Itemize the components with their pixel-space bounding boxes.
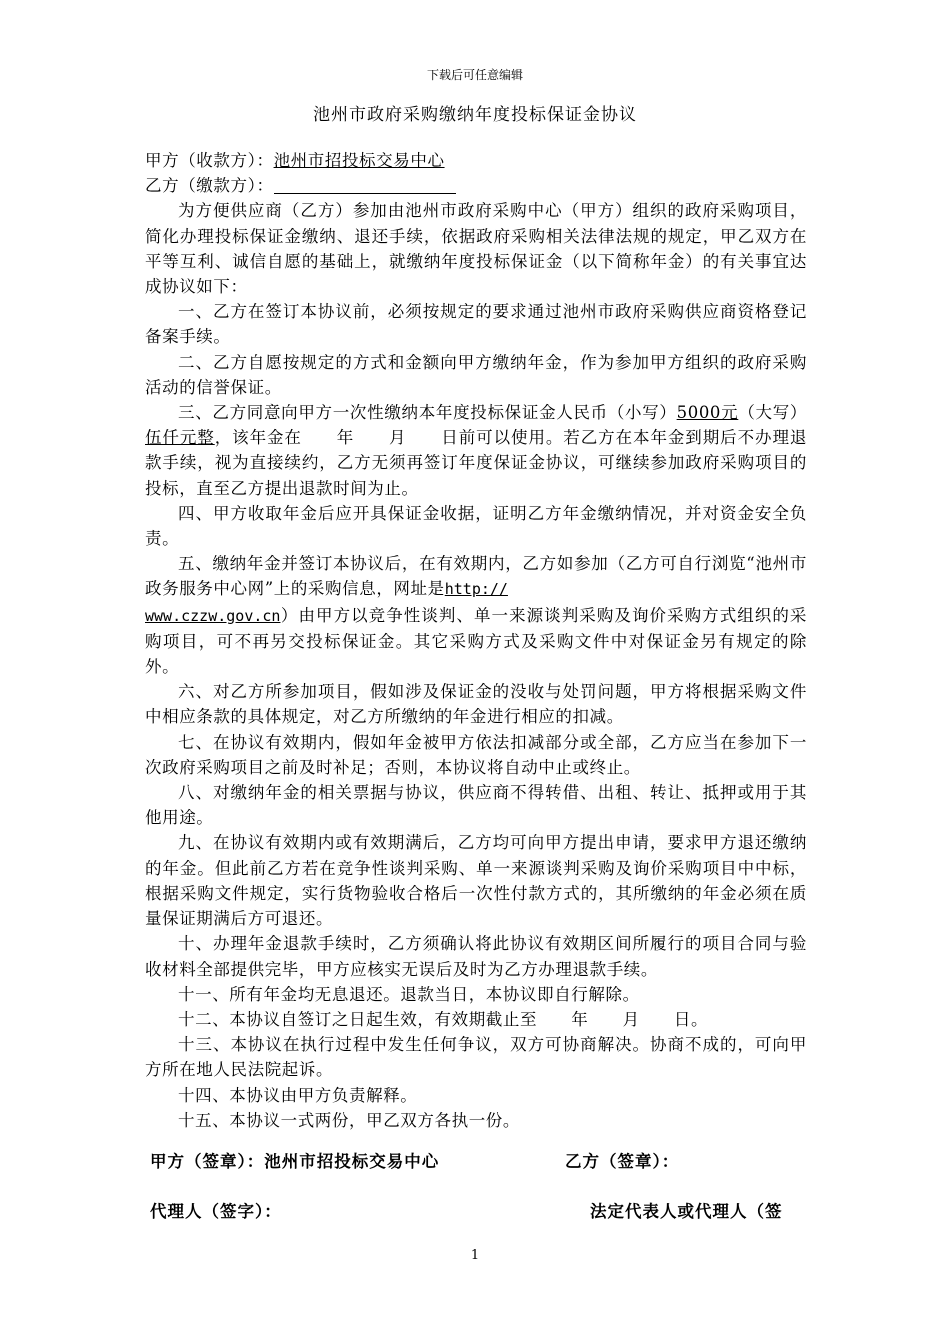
clause-3-text-c: ，该年金在 年 月 日前可以使用。若乙方在本年金到期后不办理退款手续，视为直接续约，乙方无须再签订年度保证金协议，可继续参加政府采购项目的投标，直至乙方提出退款时间为止。 [145, 428, 807, 498]
clause-15: 十五、本协议一式两份，甲乙双方各执一份。 [178, 1110, 520, 1130]
clause-2: 二、乙方自愿按规定的方式和金额向甲方缴纳年金，作为参加甲方组织的政府采购活动的信誉保证。 [145, 352, 807, 397]
party-a-line [145, 148, 807, 173]
agent-signature: 代理人（签字）： [150, 1202, 282, 1221]
website-link-part2[interactable]: www.czzw.gov.cn [145, 606, 281, 625]
representative-signature: 法定代表人或代理人（签 [590, 1202, 783, 1221]
document-body [145, 148, 807, 1133]
clause-8: 八、对缴纳年金的相关票据与协议，供应商不得转借、出租、转让、抵押或用于其他用途。 [145, 783, 807, 828]
signature-row-1 [150, 1148, 810, 1172]
intro-paragraph: 为方便供应商（乙方）参加由池州市政府采购中心（甲方）组织的政府采购项目，简化办理投标保证金缴纳、退还手续，依据政府采购相关法律法规的规定，甲乙双方在平等互利、诚信自愿的基础上，就缴纳年度投标保证金（以下简称年金）的有关事宜达成协议如下： [145, 201, 807, 297]
party-b-signature: 乙方（签章）： [565, 1152, 680, 1171]
party-a-signature: 甲方（签章）：池州市招投标交易中心 [150, 1152, 440, 1171]
clause-1: 一、乙方在签订本协议前，必须按规定的要求通过池州市政府采购供应商资格登记备案手续。 [145, 302, 807, 347]
clause-5-text-a: 五、缴纳年金并签订本协议后，在有效期内，乙方如参加（乙方可自行浏览“池州市政务服务中心网”上的采购信息，网址是 [145, 554, 807, 599]
clause-13: 十三、本协议在执行过程中发生任何争议，双方可协商解决。协商不成的，可向甲方所在地人民法院起诉。 [145, 1035, 807, 1080]
party-a-value: 池州市招投标交易中心 [273, 151, 445, 170]
clause-6: 六、对乙方所参加项目，假如涉及保证金的没收与处罚问题，甲方将根据采购文件中相应条款的具体规定，对乙方所缴纳的年金进行相应的扣减。 [145, 682, 807, 727]
clause-4: 四、甲方收取年金后应开具保证金收据，证明乙方年金缴纳情况，并对资金安全负责。 [145, 503, 807, 549]
page-number: 1 [470, 1248, 480, 1263]
clause-11: 十一、所有年金均无息退还。退款当日，本协议即自行解除。 [178, 984, 640, 1004]
page-header-note: 下载后可任意编辑 [426, 68, 523, 82]
document-title: 池州市政府采购缴纳年度投标保证金协议 [313, 105, 637, 125]
clause-5-text-b: ）由甲方以竞争性谈判、单一来源谈判采购及询价采购方式组织的采购项目，可不再另交投标保证金。其它采购方式及采购文件中对保证金另有规定的除外。 [145, 605, 807, 677]
party-a-label: 甲方（收款方）： [145, 151, 274, 170]
party-b-label: 乙方（缴款方）： [145, 176, 274, 196]
clause-3 [145, 400, 807, 501]
party-b-line [145, 173, 807, 198]
clause-14: 十四、本协议由甲方负责解释。 [178, 1085, 418, 1105]
party-b-blank [274, 175, 456, 194]
clause-3-amount: 5000元 [676, 403, 739, 423]
clause-12: 十二、本协议自签订之日起生效，有效期截止至 年 月 日。 [178, 1009, 709, 1029]
clause-5 [145, 551, 807, 679]
website-link-part1[interactable]: http:// [444, 580, 508, 599]
clause-7: 七、在协议有效期内，假如年金被甲方依法扣减部分或全部，乙方应当在参加下一次政府采购项目之前及时补足；否则，本协议将自动中止或终止。 [145, 732, 807, 777]
signature-row-2 [150, 1198, 810, 1222]
clause-10: 十、办理年金退款手续时，乙方须确认将此协议有效期区间所履行的项目合同与验收材料全部提供完毕，甲方应核实无误后及时为乙方办理退款手续。 [145, 934, 807, 979]
clause-3-text-b: （大写） [738, 403, 807, 423]
clause-9: 九、在协议有效期内或有效期满后，乙方均可向甲方提出申请，要求甲方退还缴纳的年金。但此前乙方若在竞争性谈判采购、单一来源谈判采购及询价采购项目中中标，根据采购文件规定，实行货物验收合格后一次性付款方式的，其所缴纳的年金必须在质量保证期满后方可退还。 [145, 833, 807, 929]
clause-3-amount-upper: 伍仟元整 [145, 428, 215, 448]
clause-3-text-a: 三、乙方同意向甲方一次性缴纳本年度投标保证金人民币（小写） [178, 403, 677, 423]
